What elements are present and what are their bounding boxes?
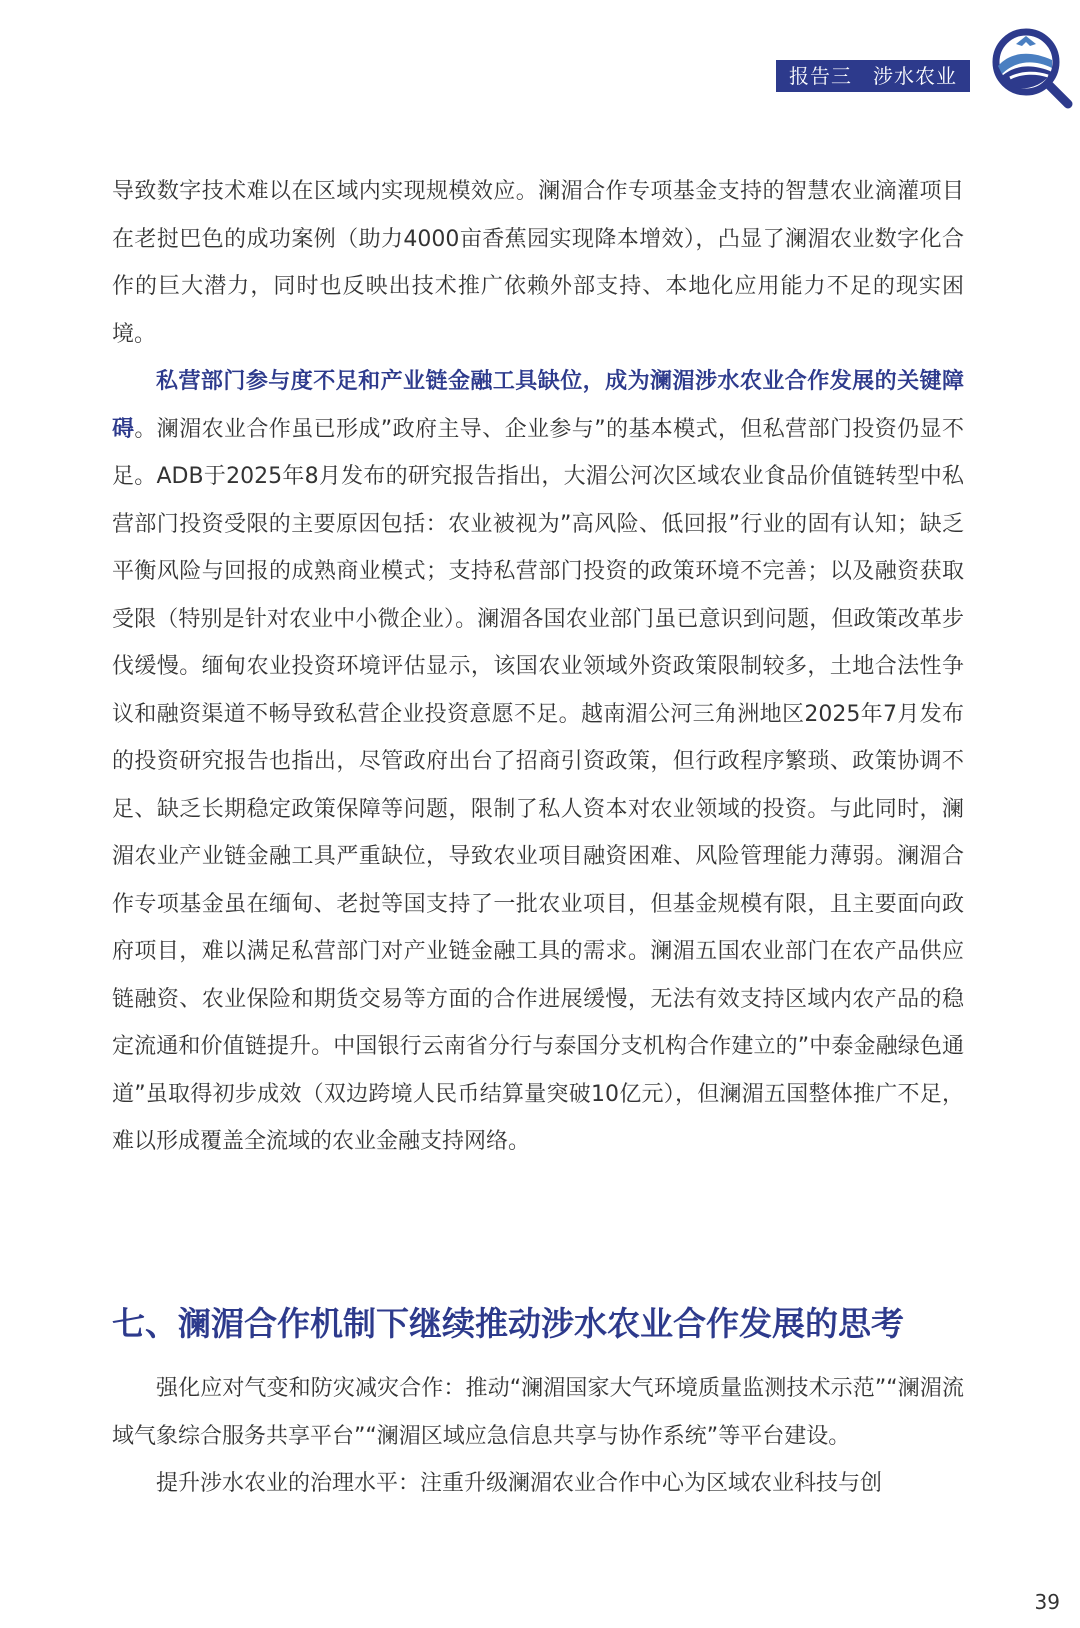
section-paragraph-1: 强化应对气变和防灾减灾合作：推动“澜湄国家大气环境质量监测技术示范”“澜湄流域气象综合服务共享平台”“澜湄区域应急信息共享与协作系统”等平台建设。	[112, 1376, 964, 1449]
paragraph-lead-bold: 私营部门参与度不足和产业链金融工具缺位，成为澜湄涉水农业合作发展的关键障碍	[112, 368, 964, 442]
section-body-text	[112, 1365, 964, 1508]
body-paragraph-2	[112, 358, 964, 1166]
section-paragraph-2: 提升涉水农业的治理水平：注重升级澜湄农业合作中心为区域农业科技与创	[156, 1471, 883, 1496]
page-number: 39	[1034, 1590, 1060, 1614]
magnifier-wave-logo-icon	[986, 22, 1076, 112]
body-paragraph-1: 导致数字技术难以在区域内实现规模效应。澜湄合作专项基金支持的智慧农业滴灌项目在老挝巴色的成功案例（助力4000亩香蕉园实现降本增效），凸显了澜湄农业数字化合作的巨大潜力，同时也反映出技术推广依赖外部支持、本地化应用能力不足的现实困境。	[112, 179, 964, 347]
main-body-text	[112, 168, 964, 1166]
paragraph-body-text: 。澜湄农业合作虽已形成”政府主导、企业参与”的基本模式，但私营部门投资仍显不足。ADB于2025年8月发布的研究报告指出，大湄公河次区域农业食品价值链转型中私营部门投资受限的主要原因包括：农业被视为”高风险、低回报”行业的固有认知；缺乏平衡风险与回报的成熟商业模式；支持私营部门投资的政策环境不完善；以及融资获取受限（特别是针对农业中小微企业）。澜湄各国农业部门虽已意识到问题，但政策改革步伐缓慢。缅甸农业投资环境评估显示，该国农业领域外资政策限制较多，土地合法性争议和融资渠道不畅导致私营企业投资意愿不足。越南湄公河三角洲地区2025年7月发布的投资研究报告也指出，尽管政府出台了招商引资政策，但行政程序繁琐、政策协调不足、缺乏长期稳定政策保障等问题，限制了私人资本对农业领域的投资。与此同时，澜湄农业产业链金融工具严重缺位，导致农业项目融资困难、风险管理能力薄弱。澜湄合作专项基金虽在缅甸、老挝等国支持了一批农业项目，但基金规模有限，且主要面向政府项目，难以满足私营部门对产业链金融工具的需求。澜湄五国农业部门在农产品供应链融资、农业保险和期货交易等方面的合作进展缓慢，无法有效支持区域内农产品的稳定流通和价值链提升。中国银行云南省分行与泰国分支机构合作建立的”中泰金融绿色通道”虽取得初步成效（双边跨境人民币结算量突破10亿元），但澜湄五国整体推广不足，难以形成覆盖全流域的农业金融支持网络。	[112, 416, 964, 1154]
report-section-badge: 报告三 涉水农业	[776, 60, 970, 92]
section-heading: 七、澜湄合作机制下继续推动涉水农业合作发展的思考	[112, 1304, 904, 1343]
